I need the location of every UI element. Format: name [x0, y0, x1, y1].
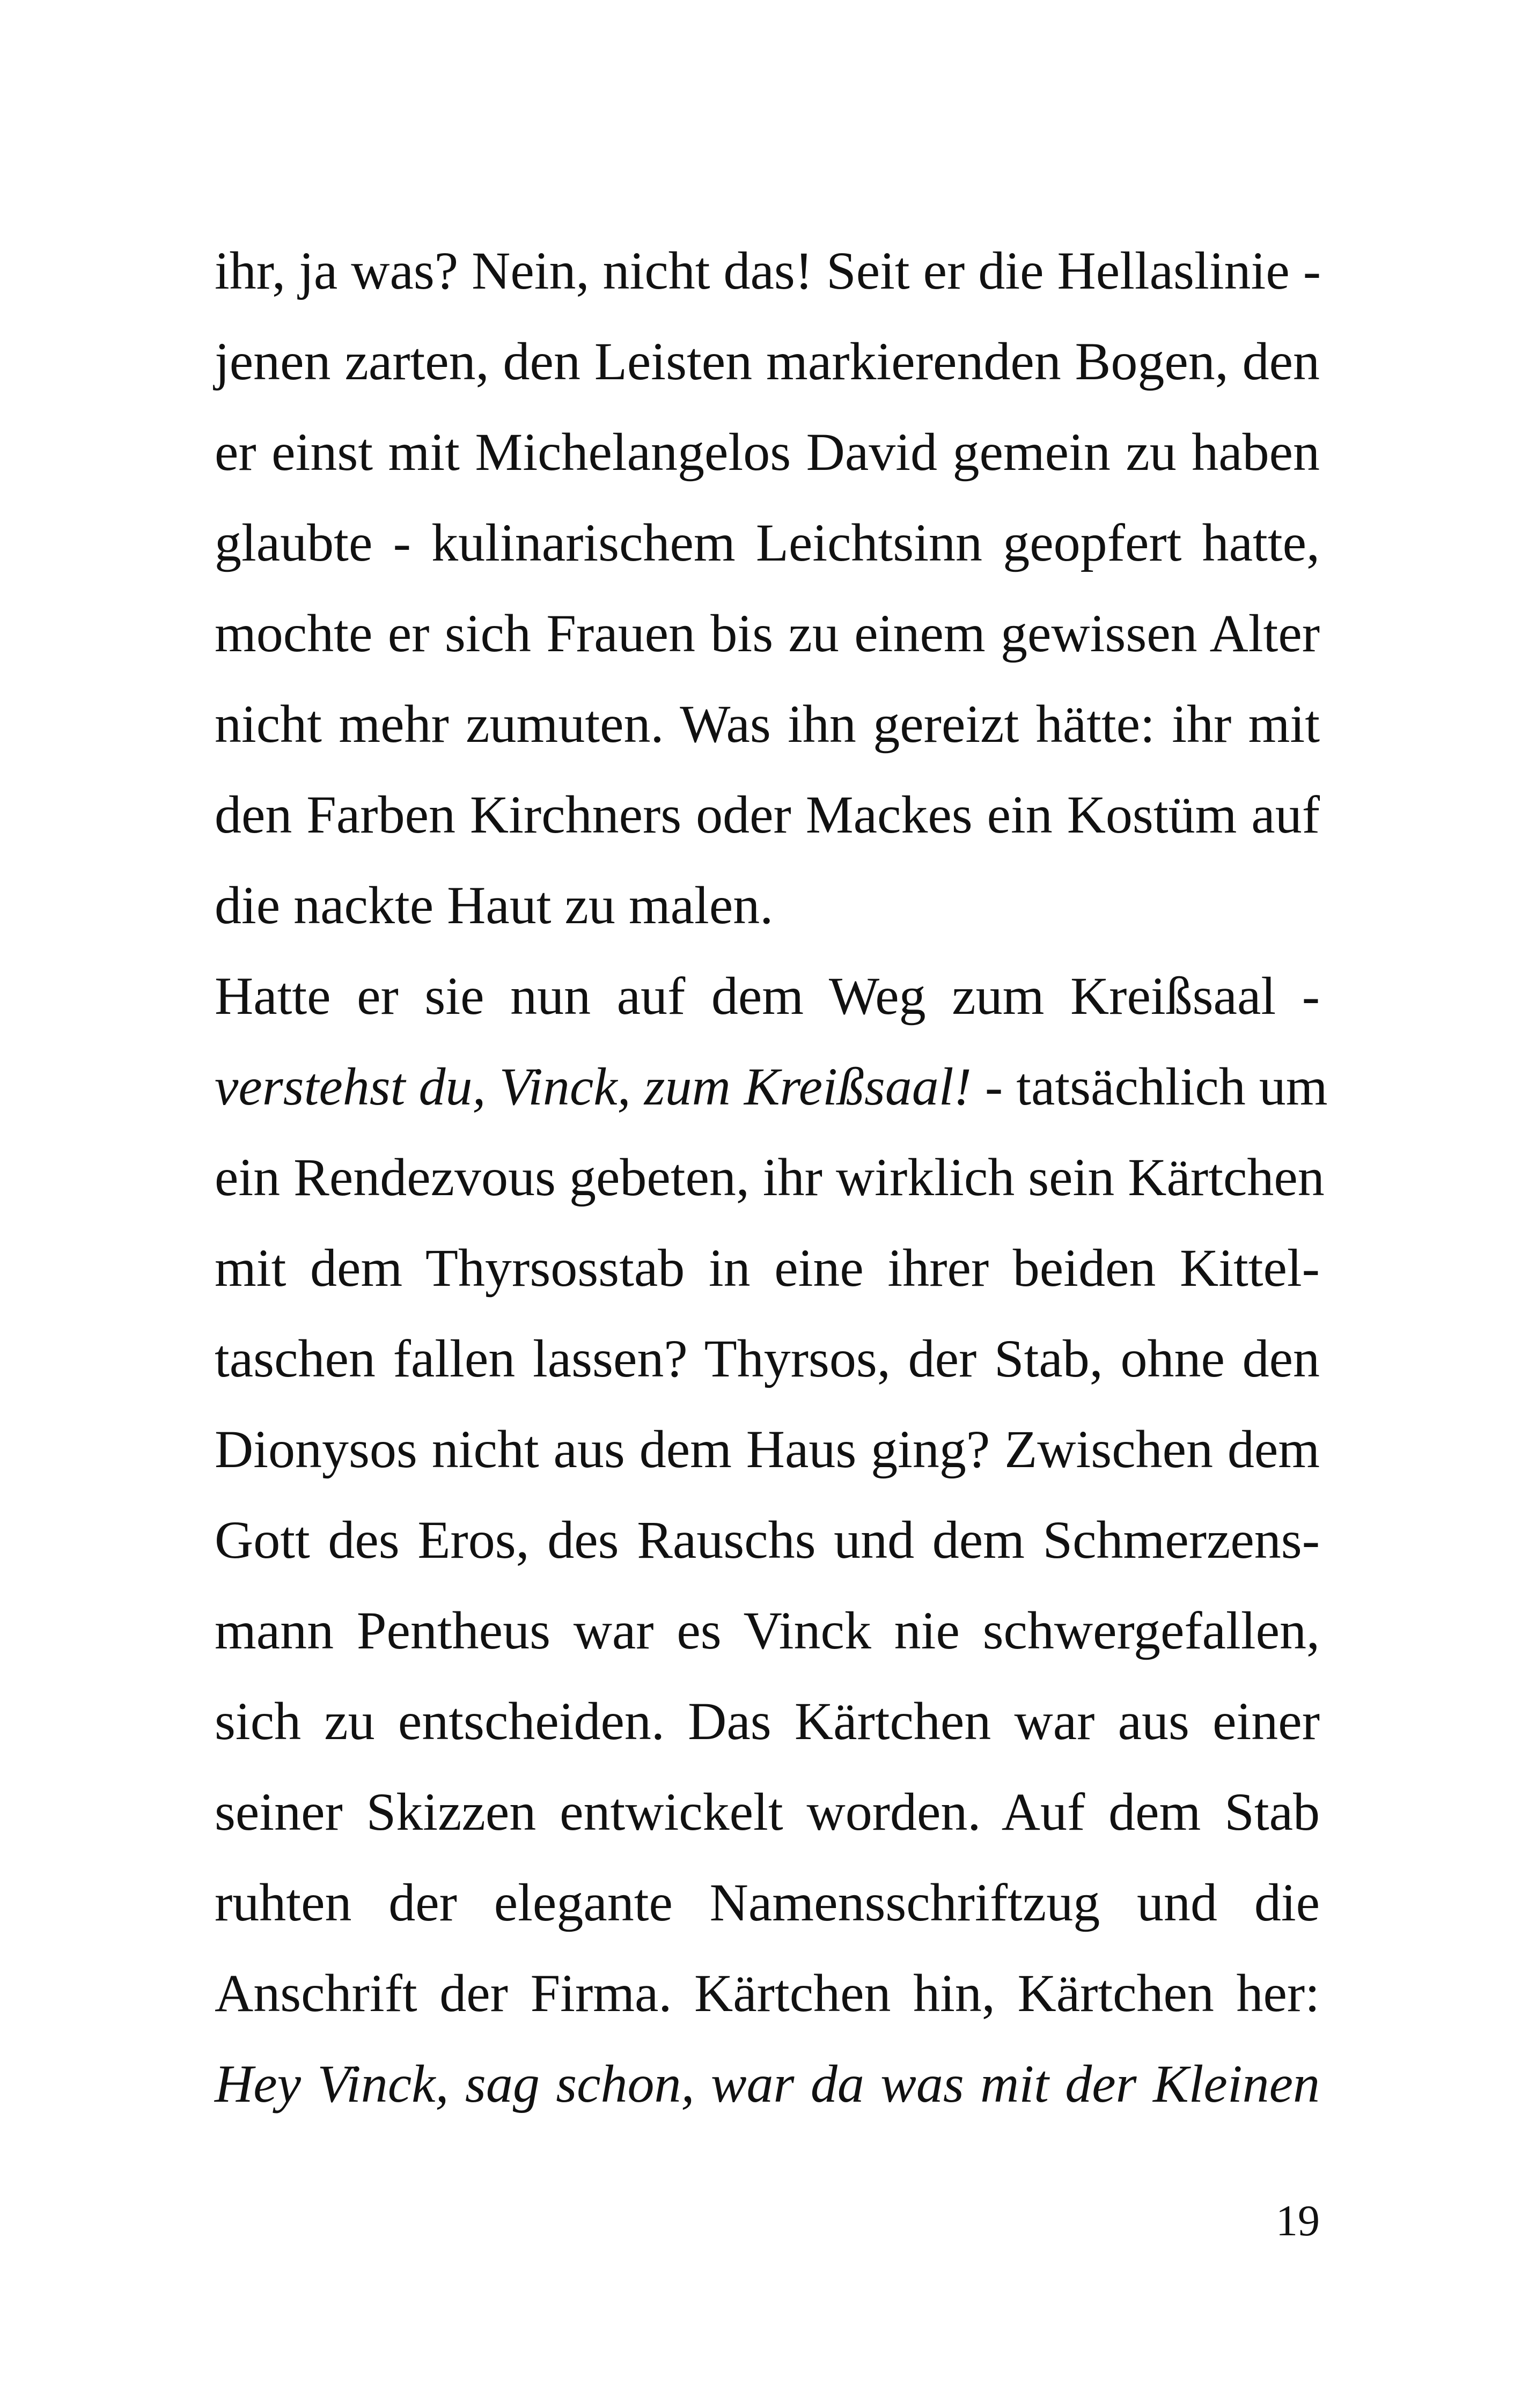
text-line: sich zu entscheiden. Das Kärtchen war aus einer: [215, 1691, 1320, 1751]
text-line: jenen zarten, den Leisten markierenden Bogen, den: [215, 332, 1320, 391]
text-line: nicht mehr zumuten. Was ihn gereizt hätte: ihr mit: [215, 694, 1320, 754]
text-segment: - tatsächlich um: [971, 1057, 1328, 1116]
text-line-italic: Hey Vinck, sag schon, war da was mit der Kleinen: [215, 2054, 1320, 2114]
text-line: mann Pentheus war es Vinck nie schwergefallen,: [215, 1601, 1320, 1660]
text-line: Anschrift der Firma. Kärtchen hin, Kärtchen her:: [215, 1963, 1320, 2023]
text-line: mochte er sich Frauen bis zu einem gewissen Alter: [215, 603, 1320, 663]
text-line: Gott des Eros, des Rauschs und dem Schmerzens-: [215, 1510, 1320, 1570]
text-line: Dionysos nicht aus dem Haus ging? Zwischen dem: [215, 1419, 1320, 1479]
text-line: den Farben Kirchners oder Mackes ein Kostüm auf: [215, 785, 1320, 844]
text-line-mixed: [215, 1041, 1328, 1132]
body-text: [215, 225, 1328, 2129]
page-number: 19: [1276, 2196, 1320, 2245]
text-line: ein Rendezvous gebeten, ihr wirklich sein Kärtchen: [215, 1147, 1325, 1207]
text-line: taschen fallen lassen? Thyrsos, der Stab, ohne den: [215, 1329, 1320, 1388]
text-line: er einst mit Michelangelos David gemein zu haben: [215, 422, 1320, 482]
text-line: glaubte - kulinarischem Leichtsinn geopfert hatte,: [215, 513, 1320, 572]
text-line: Hatte er sie nun auf dem Weg zum Kreißsaal -: [215, 966, 1320, 1026]
text-line: seiner Skizzen entwickelt worden. Auf dem Stab: [215, 1782, 1320, 1842]
text-line: mit dem Thyrsosstab in eine ihrer beiden Kittel-: [215, 1238, 1320, 1298]
italic-quote: verstehst du, Vinck, zum Kreißsaal!: [215, 1057, 972, 1116]
text-line: ihr, ja was? Nein, nicht das! Seit er die Hellaslinie -: [215, 241, 1321, 300]
text-line: ruhten der elegante Namensschriftzug und die: [215, 1873, 1320, 1932]
text-line-paragraph-end: die nackte Haut zu malen.: [215, 875, 774, 935]
